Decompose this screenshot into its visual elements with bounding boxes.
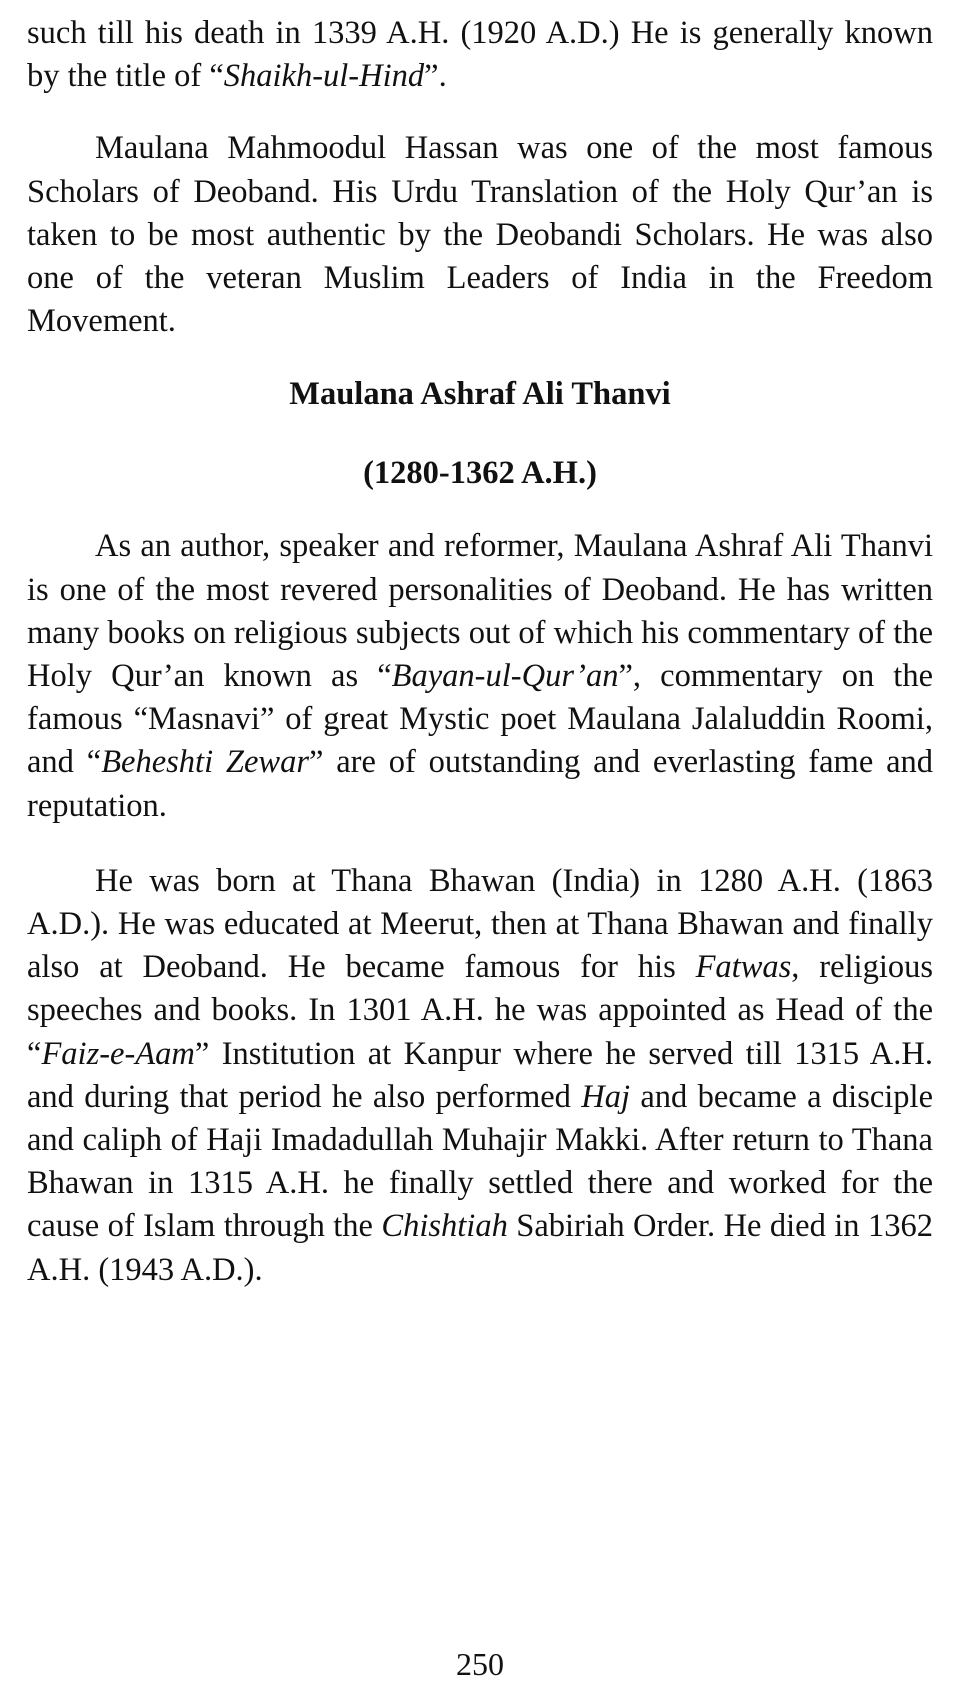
section-years: (1280-1362 A.H.) — [363, 455, 597, 492]
page-number: 250 — [456, 1646, 504, 1682]
page-body — [27, 12, 933, 1292]
paragraph-text: such till his death in 1339 A.H. (1920 A.D.) He is generally known by the title of “ — [27, 15, 933, 95]
section-heading: Maulana Ashraf Ali Thanvi — [289, 376, 671, 413]
paragraph-continuation — [27, 12, 933, 98]
italic-title: Bayan-ul-Qur’an — [391, 658, 619, 695]
paragraph-text: ” are of outstanding and everlasting fame and reputation. — [27, 744, 934, 824]
italic-term: Faiz-e-Aam — [41, 1035, 195, 1072]
italic-term: Haj — [581, 1078, 630, 1115]
paragraph-author-reformer — [27, 525, 933, 827]
paragraph-biography — [27, 860, 933, 1292]
paragraph-text: ”, commentary on the famous “Masnavi” of great Mystic poet Maulana Jalaluddin Roomi, and “ — [27, 658, 933, 781]
italic-term: Chishtiah — [381, 1208, 508, 1245]
italic-title: Shaikh-ul-Hind — [223, 58, 425, 95]
paragraph-text: , religious speeches and books. In 1301 A.H. he was appointed as Head of the “ — [27, 949, 933, 1072]
paragraph-text: ” Institution at Kanpur where he served till 1315 A.H. and during that period he also performed — [27, 1035, 933, 1115]
italic-term: Fatwas — [695, 949, 792, 986]
paragraph-mahmoodul-hassan: Maulana Mahmoodul Hassan was one of the most famous Scholars of Deoband. His Urdu Translation of the Holy Qur’an is taken to be most authentic by the Deobandi Scholars. He was also one of the veteran Muslim Leaders of India in the Freedom Movement. — [27, 130, 933, 340]
paragraph-text: and became a disciple and caliph of Haji Imadadullah Muhajir Makki. After return to Thana Bhawan in 1315 A.H. he finally settled there and worked for the cause of Islam through the — [27, 1078, 933, 1245]
paragraph-text: He was born at Thana Bhawan (India) in 1280 A.H. (1863 A.D.). He was educated at Meerut, then at Thana Bhawan and finally also at Deoband. He became famous for his — [27, 862, 933, 986]
paragraph-text: ”. — [424, 58, 447, 95]
italic-title: Beheshti Zewar — [101, 744, 309, 781]
paragraph-text: Sabiriah Order. He died in 1362 A.H. (1943 A.D.). — [27, 1208, 933, 1288]
paragraph-text: As an author, speaker and reformer, Maulana Ashraf Ali Thanvi is one of the most revered personalities of Deoband. He has written many books on religious subjects out of which his commentary of the Holy Qur’an known as “ — [27, 528, 933, 695]
